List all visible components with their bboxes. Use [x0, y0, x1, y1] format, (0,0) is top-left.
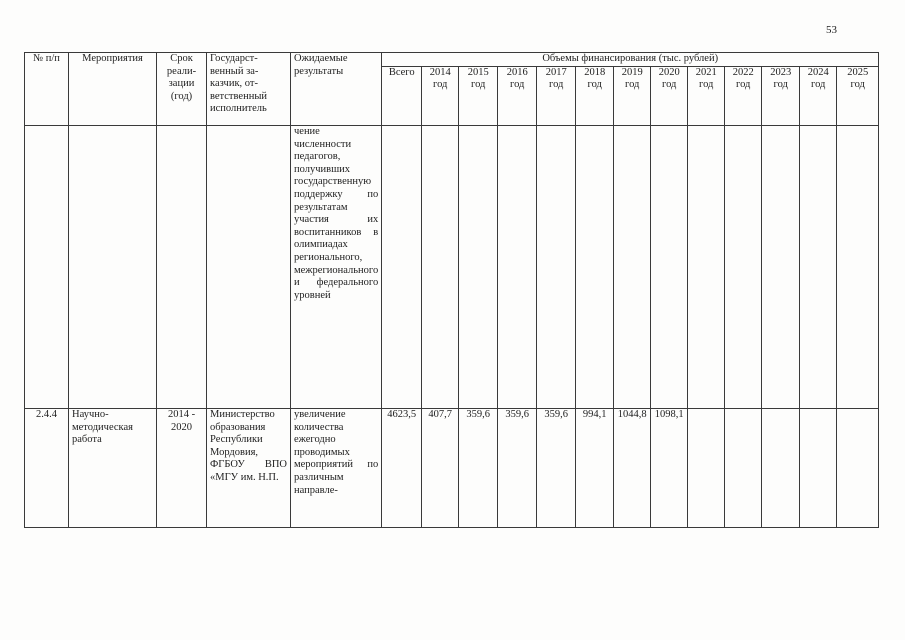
- cell-year-2020: [651, 126, 688, 409]
- cell-year-2017: [537, 126, 576, 409]
- cell-year-2014: [422, 126, 459, 409]
- cell-year-2015: [459, 126, 498, 409]
- cell-year-2024: [800, 409, 837, 528]
- cell-results: увеличение количества ежегодно проводимых мероприятий по различным направле-: [291, 409, 382, 528]
- cell-year-2018: [576, 126, 614, 409]
- cell-year-2025: [837, 409, 879, 528]
- header-num: № п/п: [25, 53, 69, 126]
- cell-measure: [69, 126, 157, 409]
- table-row: [25, 126, 879, 409]
- cell-results: чение численности педагогов, получивших государственную поддержку по результатам участия их воспитанников в олимпиадах регионального, межрегионального и федерального уровней: [291, 126, 382, 409]
- cell-customer: Министерство образования Республики Мордовия, ФГБОУ ВПО «МГУ им. Н.П.: [207, 409, 291, 528]
- header-year-2016: 2016 год: [498, 66, 537, 125]
- cell-year-2023: [762, 126, 800, 409]
- header-total: Всего: [382, 66, 422, 125]
- cell-year-2017: 359,6: [537, 409, 576, 528]
- cell-total: 4623,5: [382, 409, 422, 528]
- cell-num: 2.4.4: [25, 409, 69, 528]
- header-year-2023: 2023 год: [762, 66, 800, 125]
- header-year-2018: 2018 год: [576, 66, 614, 125]
- header-term: Срок реали-зации (год): [157, 53, 207, 126]
- table-row: [25, 409, 879, 528]
- header-year-2015: 2015 год: [459, 66, 498, 125]
- header-funding: Объемы финансирования (тыс. рублей): [382, 53, 879, 67]
- cell-year-2022: [725, 409, 762, 528]
- cell-year-2015: 359,6: [459, 409, 498, 528]
- cell-year-2020: 1098,1: [651, 409, 688, 528]
- header-year-2024: 2024 год: [800, 66, 837, 125]
- cell-year-2019: 1044,8: [614, 409, 651, 528]
- cell-year-2018: 994,1: [576, 409, 614, 528]
- page-number: 53: [826, 24, 837, 36]
- cell-year-2024: [800, 126, 837, 409]
- header-year-2014: 2014 год: [422, 66, 459, 125]
- header-year-2019: 2019 год: [614, 66, 651, 125]
- cell-total: [382, 126, 422, 409]
- header-year-2022: 2022 год: [725, 66, 762, 125]
- header-row-top: [25, 53, 879, 67]
- cell-term: [157, 126, 207, 409]
- header-year-2020: 2020 год: [651, 66, 688, 125]
- cell-num: [25, 126, 69, 409]
- cell-term: 2014 - 2020: [157, 409, 207, 528]
- cell-year-2023: [762, 409, 800, 528]
- funding-table: [24, 52, 879, 528]
- cell-year-2019: [614, 126, 651, 409]
- cell-customer: [207, 126, 291, 409]
- cell-year-2016: 359,6: [498, 409, 537, 528]
- header-year-2025: 2025 год: [837, 66, 879, 125]
- cell-measure: Научно-методическая работа: [69, 409, 157, 528]
- header-year-2017: 2017 год: [537, 66, 576, 125]
- header-measures: Мероприятия: [69, 53, 157, 126]
- cell-year-2021: [688, 126, 725, 409]
- cell-year-2021: [688, 409, 725, 528]
- header-results: Ожидаемые результаты: [291, 53, 382, 126]
- cell-year-2016: [498, 126, 537, 409]
- cell-year-2025: [837, 126, 879, 409]
- cell-year-2014: 407,7: [422, 409, 459, 528]
- header-customer: Государст-венный за-казчик, от-ветственный исполнитель: [207, 53, 291, 126]
- header-year-2021: 2021 год: [688, 66, 725, 125]
- cell-year-2022: [725, 126, 762, 409]
